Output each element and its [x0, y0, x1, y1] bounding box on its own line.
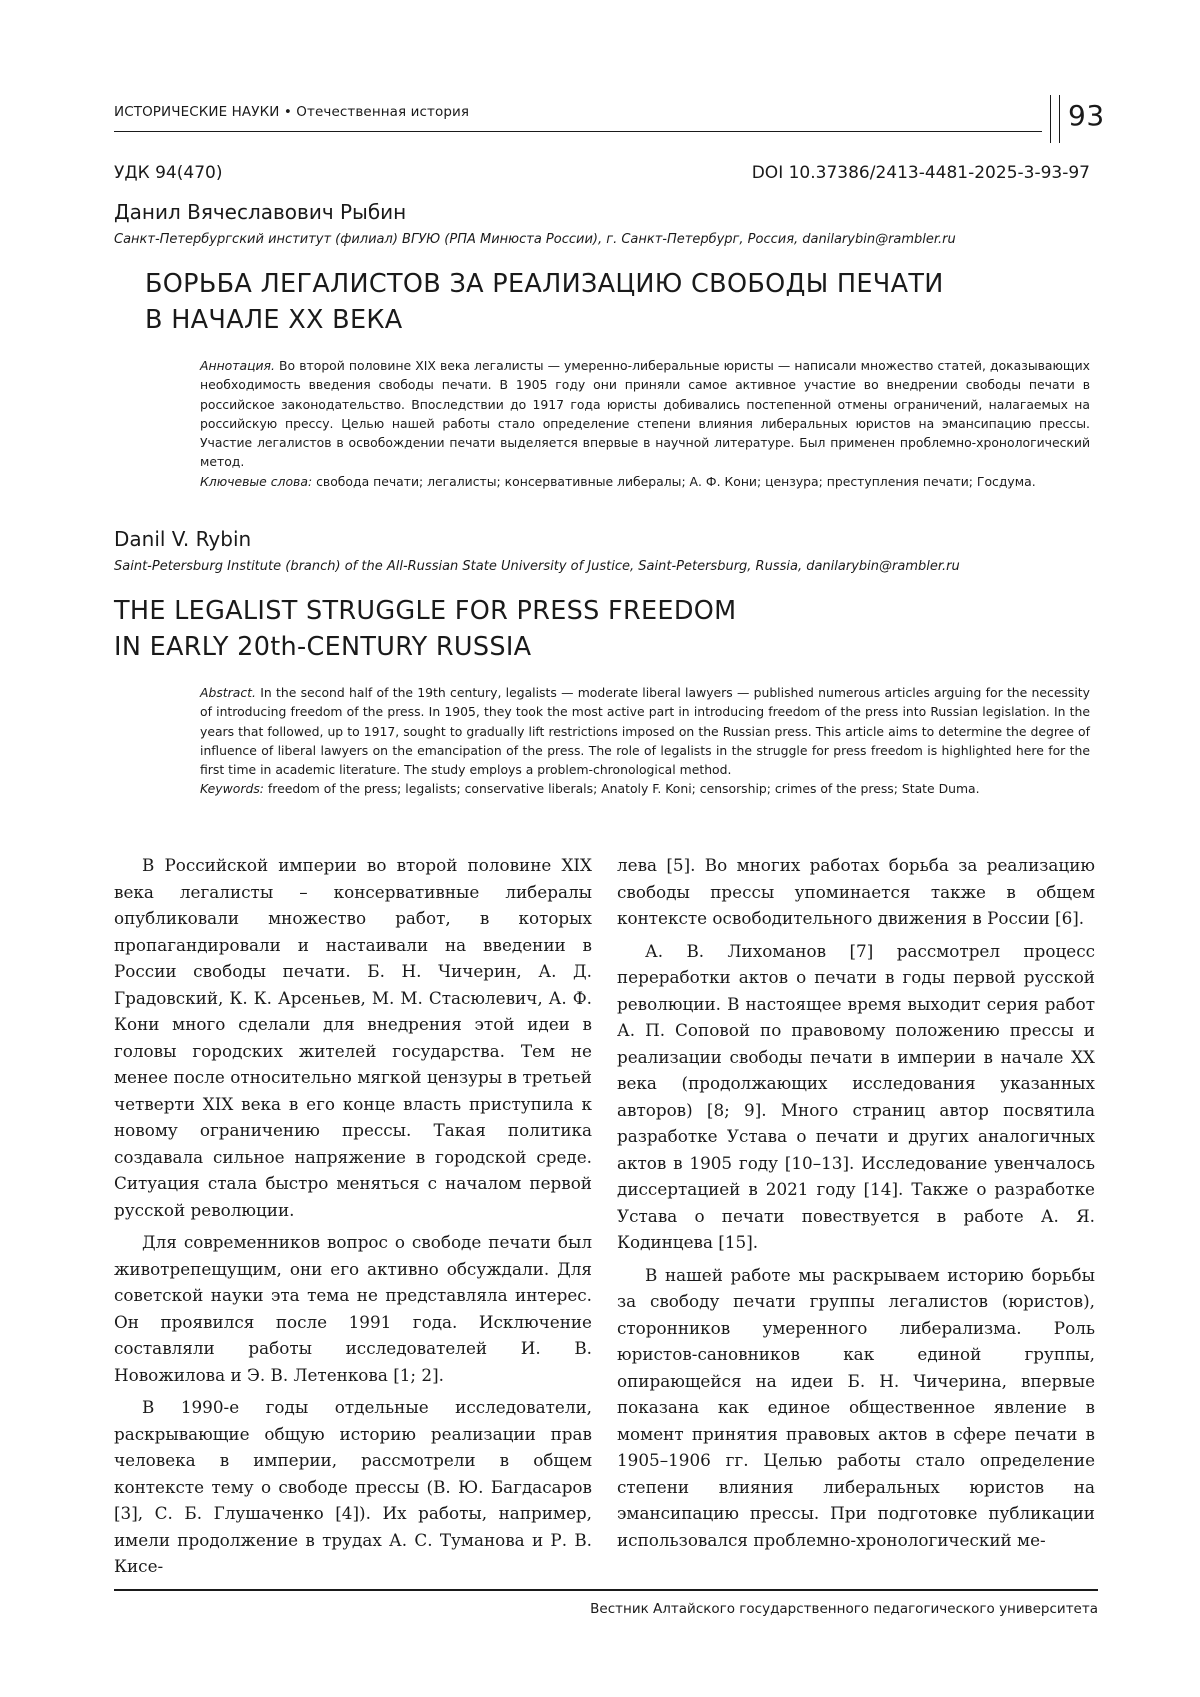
article-title-en-line1: THE LEGALIST STRUGGLE FOR PRESS FREEDOM	[114, 596, 737, 626]
keywords-label-ru: Ключевые слова:	[200, 473, 313, 489]
keywords-text-en: freedom of the press; legalists; conservative liberals; Anatoly F. Koni; censorship; crimes of the press; State Duma.	[267, 781, 980, 797]
affiliation-ru: Санкт-Петербургский институт (филиал) ВГУЮ (РПА Минюста России), г. Санкт-Петербург, Россия, danilarybin@rambler.ru	[114, 232, 956, 247]
udk-code: УДК 94(470)	[114, 163, 223, 183]
running-head: ИСТОРИЧЕСКИЕ НАУКИ • Отечественная история	[114, 104, 470, 120]
abstract-label-ru: Аннотация.	[200, 358, 275, 373]
body-column-right	[617, 852, 1095, 1559]
body-paragraph-continued: лева [5]. Во многих работах борьба за реализацию свободы прессы упоминается также в общем контексте освободительного движения в России [6].	[617, 855, 1095, 928]
body-column-left	[114, 852, 592, 1586]
header-double-bar	[1050, 95, 1060, 143]
author-name-ru: Данил Вячеславович Рыбин	[114, 200, 407, 224]
page-number: 93	[1068, 99, 1105, 132]
footer-journal-name: Вестник Алтайского государственного педагогического университета	[590, 1601, 1098, 1617]
abstract-label-en: Abstract.	[200, 685, 256, 700]
abstract-text-ru: Во второй половине XIX века легалисты — умеренно-либеральные юристы — написали множество статей, доказывающих необходимость введения свободы печати. В 1905 году они приняли самое активное участие во внедрении свободы печати в российское законодательство. Впоследствии до 1917 года юристы добивались постепенной отмены ограничений, налагаемых на российскую прессу. Целью нашей работы стало определение степени влияния либеральных юристов на эмансипацию прессы. Участие легалистов в освобождении печати выделяется впервые в научной литературе. Был применен проблемно-хронологический метод.	[200, 358, 1090, 470]
article-title-ru	[145, 266, 1045, 338]
keywords-label-en: Keywords:	[200, 781, 264, 797]
body-paragraph: А. В. Лихоманов [7] рассмотрел процесс переработки актов о печати в годы первой русской революции. В настоящее время выходит серия работ А. П. Соповой по правовому положению прессы и реализации свободы печати в империи в начале XX века (продолжающих исследования указанных авторов) [8; 9]. Много страниц автор посвятила разработке Устава о печати и других аналогичных актов в 1905 году [10–13]. Исследование увенчалось диссертацией в 2021 году [14]. Также о разработке Устава о печати повествуется в работе А. Я. Кодинцева [15].	[617, 940, 1095, 1252]
body-paragraph: В Российской империи во второй половине XIX века легалисты – консервативные либералы опубликовали множество работ, в которых пропагандировали и настаивали на введении в России свободы печати. Б. Н. Чичерин, А. Д. Градовский, К. К. Арсеньев, М. М. Стасюлевич, А. Ф. Кони много сделали для внедрения этой идеи в головы городских жителей государства. Тем не менее после относительно мягкой цензуры в третьей четверти XIX века в его конце власть приступила к новому ограничению прессы. Такая политика создавала сильное напряжение в городской среде. Ситуация стала быстро меняться с началом первой русской революции.	[114, 855, 592, 1220]
body-paragraph: Для современников вопрос о свободе печати был животрепещущим, они его активно обсуждали. Для советской науки эта тема не представляла интерес. Он проявился после 1991 года. Исключение составляли работы исследователей И. В. Новожилова и Э. В. Летенкова [1; 2].	[114, 1232, 592, 1385]
article-title-ru-line2: В НАЧАЛЕ XX ВЕКА	[145, 305, 403, 335]
doi: DOI 10.37386/2413-4481-2025-3-93-97	[751, 163, 1090, 183]
abstract-text-en: In the second half of the 19th century, legalists — moderate liberal lawyers — published numerous articles arguing for the necessity of introducing freedom of the press. In 1905, they took the most active part in introducing freedom of the press into Russian legislation. In the years that followed, up to 1917, sought to gradually lift restrictions imposed on the Russian press. This article aims to determine the degree of influence of liberal lawyers on the emancipation of the press. The role of legalists in the struggle for press freedom is highlighted here for the first time in academic literature. The study employs a problem-chronological method.	[200, 685, 1090, 778]
footer-rule	[114, 1589, 1098, 1591]
article-title-en	[114, 593, 1014, 665]
body-paragraph: В нашей работе мы раскрываем историю борьбы за свободу печати группы легалистов (юристов), сторонников умеренного либерализма. Роль юристов-сановников как единой группы, опирающейся на идеи Б. Н. Чичерина, впервые показана как единое общественное явление в момент принятия правовых актов в сфере печати в 1905–1906 гг. Целью работы стало определение степени влияния либеральных юристов на эмансипацию прессы. При подготовке публикации использовался проблемно-хронологический ме-	[617, 1264, 1095, 1550]
author-name-en: Danil V. Rybin	[114, 527, 252, 551]
abstract-en	[200, 683, 1090, 799]
keywords-text-ru: свобода печати; легалисты; консервативные либералы; А. Ф. Кони; цензура; преступления печати; Госдума.	[316, 473, 1036, 489]
article-title-en-line2: IN EARLY 20th-CENTURY RUSSIA	[114, 632, 532, 662]
body-paragraph: В 1990-е годы отдельные исследователи, раскрывающие общую историю реализации прав человека в империи, рассмотрели в общем контексте тему о свободе прессы (В. Ю. Багдасаров [3], С. Б. Глушаченко [4]). Их работы, например, имели продолжение в трудах А. С. Туманова и Р. В. Кисе-	[114, 1397, 592, 1576]
abstract-ru	[200, 356, 1090, 491]
header-rule	[114, 131, 1042, 132]
affiliation-en: Saint-Petersburg Institute (branch) of the All-Russian State University of Justice, Saint-Petersburg, Russia, danilarybin@rambler.ru	[114, 559, 960, 574]
article-title-ru-line1: БОРЬБА ЛЕГАЛИСТОВ ЗА РЕАЛИЗАЦИЮ СВОБОДЫ ПЕЧАТИ	[145, 269, 944, 299]
